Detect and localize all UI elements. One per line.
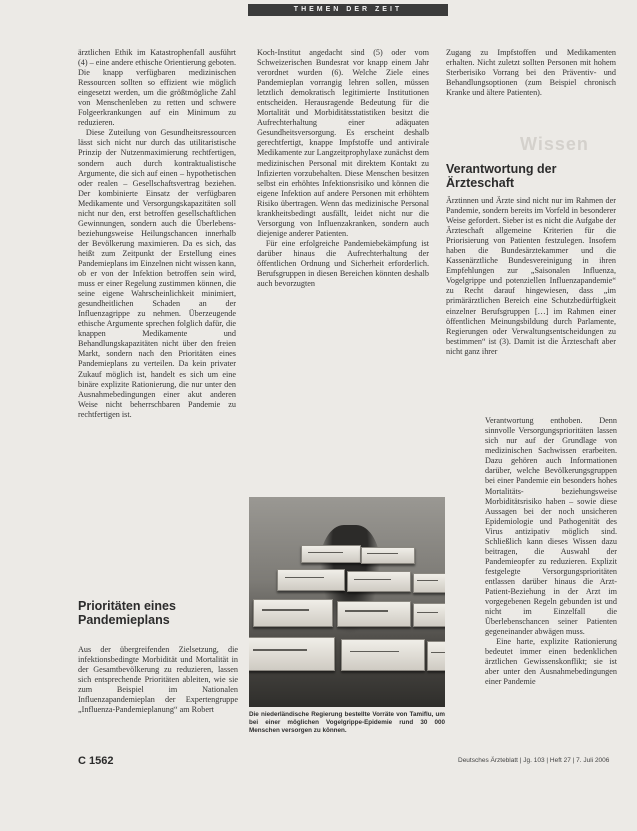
ghost-watermark-text: Wissen <box>520 134 589 154</box>
column-2 <box>257 48 429 289</box>
column-3-bottom-text: Verantwortung enthoben. Denn sinnvolle Versorgungsprioritäten lassen sich nur auf der Grundlage von medizinischen Sachwissen erarbeiten. Dazu gehören auch Informationen darüber, welche Bevölkerungsgruppen bei einer Pandemie ein besonders hohes Mortalitäts- beziehungsweise Morbiditätsrisiko haben – sowie diese Aussagen bei der noch unsicheren Epidemiologie und Pathogenität des Virus antizipativ möglich sind. Schließlich kann dieses Wissen dazu beitragen, die Auswahl der Pandemieopfer zu reduzieren. Explizit festgelegte Versorgungsprioritäten entlassen darüber hinaus die Arzt-Patient-Beziehung in der Arzt im vorgegebenen Regeln gebunden ist und nicht im Einzelfall die Überlebenschancen seiner Patienten gegeneinander abwägen muss. Eine harte, explizite Rationierung bedeutet immer einen bedenklichen ärztlichen Gewissenskonflikt; sie ist aber unter den Ausnahmebedingungen einer Pandemie <box>485 416 617 687</box>
photo-caption: Die niederländische Regierung bestellte Vorräte von Tamiflu, um bei einer möglichen Vogelgrippe-Epidemie rund 30 000 Menschen versorgen zu können. <box>249 711 445 734</box>
column-3 <box>446 48 619 98</box>
photo-medicine-box <box>253 599 333 627</box>
journal-info: Deutsches Ärzteblatt | Jg. 103 | Heft 27 | 7. Juli 2006 <box>458 757 610 764</box>
photo-medicine-box <box>361 547 415 564</box>
section-header-bar <box>248 4 448 16</box>
photo-medicine-box <box>301 545 361 563</box>
section-header-title: THEMEN DER ZEIT <box>293 6 403 13</box>
photo-medicine-box <box>347 571 411 592</box>
column-3-mid <box>446 196 619 357</box>
column-1-text: ärztlichen Ethik im Katastrophenfall ausführt (4) – eine andere ethische Orientierung geboten. Die knapp verfügbaren medizinischen Ressourcen sollten so effizient wie möglich eingesetzt werden, um die größtmögliche Zahl von Menschenleben zu retten und schwere Folgeerkrankungen auf ein Minimum zu reduzieren. Diese Zuteilung von Gesundheitsressourcen lässt sich nicht nur durch das utilitaristische Prinzip der Nutzenmaximierung rechtfertigen, sondern auch durch kontraktualistische Argumente, die sich auf einen – hypothetischen oder realen – Gesellschaftsvertrag beziehen. Der kombinierte Einsatz der verfügbaren Medikamente und Versorgungskapazitäten soll nicht nur den, erst betroffen gesellschaftlichen Gewinnungen, sondern auch die Überlebens- beziehungsweise Heilungschancen innerhalb der Bevölkerung maximieren. Da es sich, das heißt zum Zeitpunkt der Erstellung eines Pandemieplans im Einzelnen nicht wissen kann, ob er von der Infektion betroffen sein wird, muss er einer Regelung zustimmen können, die seine eigene Wahrscheinlichkeit minimiert, gesundheitlichen Schaden an der Influenzagrippe zu nehmen. Überzeugende ethische Argumente sprechen folglich dafür, die knappen Medikamente und Behandlungskapazitäten nicht über den freien Markt, sondern nach den Prioritäten eines Pandemieplans zu verteilen. Da kein privater Zukauf möglich ist, handelt es sich um eine binäre explizite Rationierung, die nur unter den Ausnahmebedingungen einer akut anderen Weise nicht beherrschbaren Pandemie zu rechtfertigen ist. <box>78 48 237 419</box>
photo-medicine-box <box>249 637 335 671</box>
column-3-top-text: Zugang zu Impfstoffen und Medikamenten erhalten. Nicht zuletzt sollten Personen mit hohem Sterberisiko Vorrang bei den Präventiv- und Behandlungsoptionen (zum Beispiel chronisch Kranke und ältere Patienten). <box>446 48 619 98</box>
photo-medicine-box <box>413 603 445 627</box>
page-number: C 1562 <box>78 755 114 767</box>
heading-prioritaeten: Prioritäten eines Pandemieplans <box>78 599 176 627</box>
column-3-bottom <box>485 408 617 696</box>
photo-medicine-box <box>337 601 411 627</box>
column-3-mid-text: Ärztinnen und Ärzte sind nicht nur im Rahmen der Pandemie, sondern bereits im Vorfeld in besonderer Weise gefordert. Sieber ist es nicht die Aufgabe der Ärzteschaft allgemeine Kriterien für die Priorisierung von Patienten festzulegen. Insofern haben die Bundesärztekammer und die Kassenärztliche Bundesvereinigung in ihren Empfehlungen zur „Saisonalen Influenza, Vogelgrippe und potenziellen Influenzapandemie“ zu Recht darauf hingewiesen, dass „im primärärztlichen Bereich eine Schutzbedürftigkeit einzelner Berufsgruppen […] im Rahmen einer öffentlichen Meinungsbildung durch Parlamente, Regierungen oder Verwaltungsentscheidungen zu bestimmen“ ist (3). Damit ist die Ärzteschaft aber nicht ganz ihrer <box>446 196 619 356</box>
heading-verantwortung: Verantwortung der Ärzteschaft <box>446 162 557 190</box>
photo-medicine-box <box>341 639 425 671</box>
column-1-bottom-text: Aus der übergreifenden Zielsetzung, die infektionsbedingte Morbidität und Mortalität in der Gesamtbevölkerung zu reduzieren, lassen sich entsprechende Prioritäten ableiten, wie sie zum Beispiel im Nationalen Influenzapandemieplan der Expertengruppe „Influenza-Pandemieplanung“ am Robert <box>78 645 241 715</box>
article-photo <box>249 497 445 707</box>
photo-medicine-box <box>427 641 445 671</box>
column-1 <box>78 48 236 420</box>
photo-medicine-box <box>413 573 445 593</box>
column-2-text: Koch-Institut angedacht sind (5) oder vom Schweizerischen Bundesrat vor knapp einem Jahr verordnet wurden (6). Welche Ziele eines Pandemieplan vorrangig lehren sollen, müssen letztlich demokratisch legitimierte Institutionen entscheiden. Herausragende Bedeutung für die Mortalität und Morbiditätsstatistiken besitzt die Aufrechterhaltung einer adäquaten Gesundheitsversorgung. Es erscheint deshalb gerechtfertigt, knappe Impfstoffe und antivirale Medikamente zur Langzeitprophylaxe zunächst dem medizinischen Personal mit direktem Kontakt zu Infizierten vorzubehalten. Diese Menschen besitzen selbst ein erhöhtes Infektionsrisiko und können die eigene Infektion auf andere Personen mit erhöhtem Risiko übertragen. Wenn das medizinische Personal krankheitsbedingt ausfällt, leidet nicht nur die Versorgung von Influenzakranken, sondern auch diejenige anderer Patienten. Für eine erfolgreiche Pandemiebekämpfung ist darüber hinaus die Aufrechterhaltung der öffentlichen Ordnung und Sicherheit erforderlich. Berufsgruppen in diesen Bereichen könnten deshalb auch bevorzugten <box>257 48 429 289</box>
photo-medicine-box <box>277 569 345 591</box>
column-1-bottom <box>78 637 241 724</box>
